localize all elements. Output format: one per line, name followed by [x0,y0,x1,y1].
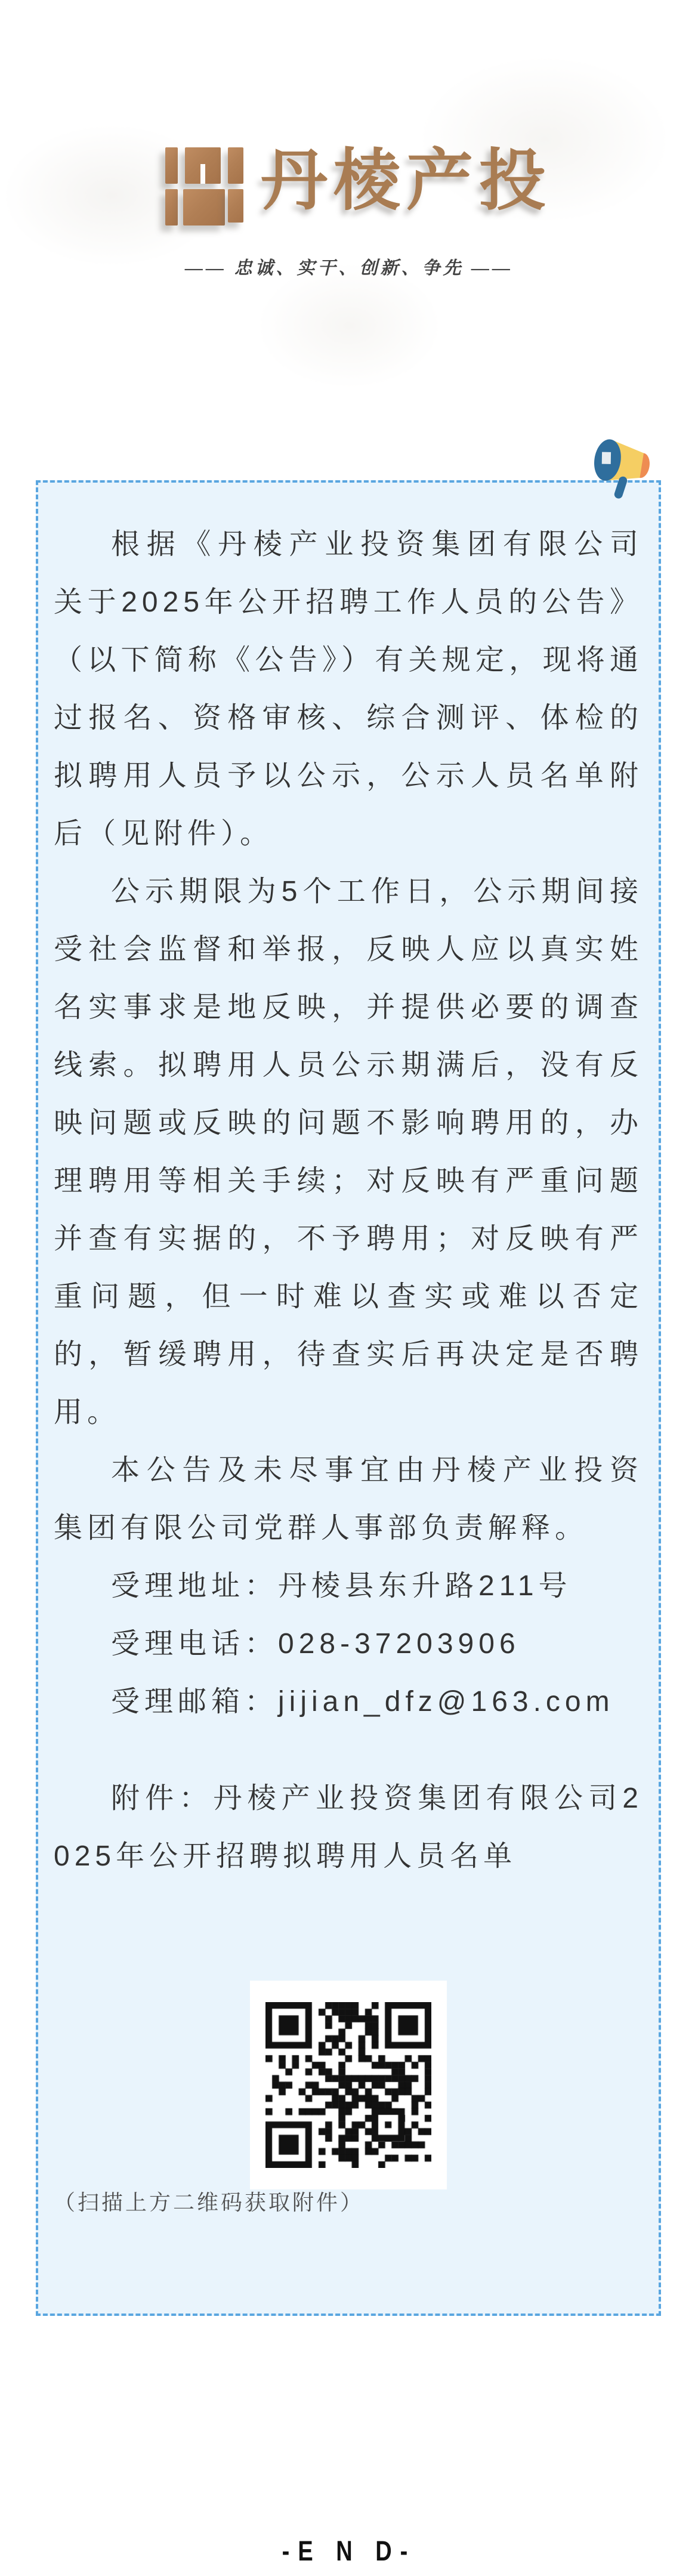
company-slogan: —— 忠诚、实干、创新、争先 —— [185,258,513,278]
logo-tile [165,189,178,226]
logo-tile [228,189,243,223]
company-logo-icon [165,147,243,226]
logo-tile [183,189,225,226]
logo-tile-notch [200,164,205,184]
logo-tile [228,147,243,184]
qr-canvas [265,2002,431,2168]
announcement-box [36,480,661,2316]
brand-header [0,0,698,465]
announcement-paragraph: 根据《丹棱产业投资集团有限公司关于2025年公开招聘工作人员的公告》（以下简称《公告》）有关规定，现将通过报名、资格审核、综合测评、体检的拟聘用人员予以公示，公示人员名单附后（见附件）。 [54,529,643,850]
logo-tile [185,147,221,184]
attachment-line: 附件：丹棱产业投资集团有限公司2025年公开招聘拟聘用人员名单 [54,1783,643,1872]
company-logo-text: 丹棱产投 [261,144,552,218]
megaphone-icon [586,431,657,502]
contact-phone: 受理电话：028-37203906 [111,1628,520,1660]
qr-area [250,1981,447,2189]
contact-address: 受理地址：丹棱县东升路211号 [111,1570,572,1602]
end-marker: -E N D- [282,2535,416,2568]
announcement-paragraph: 本公告及未尽事宜由丹棱产业投资集团有限公司党群人事部负责解释。 [54,1454,643,1544]
qr-caption: （扫描上方二维码获取附件） [54,2190,365,2214]
announcement-paragraph: 公示期限为5个工作日，公示期间接受社会监督和举报，反映人应以真实姓名实事求是地反映，并提供必要的调查线索。拟聘用人员公示期满后，没有反映问题或反映的问题不影响聘用的，办理聘用等相关手续；对反映有严重问题并查有实据的，不予聘用；对反映有严重问题，但一时难以查实或难以否定的，暂缓聘用，待查实后再决定是否聘用。 [54,876,643,1428]
qr-code [250,1981,447,2189]
contact-email: 受理邮箱：jijian_dfz@163.com [111,1686,614,1718]
logo-tile [165,147,178,184]
